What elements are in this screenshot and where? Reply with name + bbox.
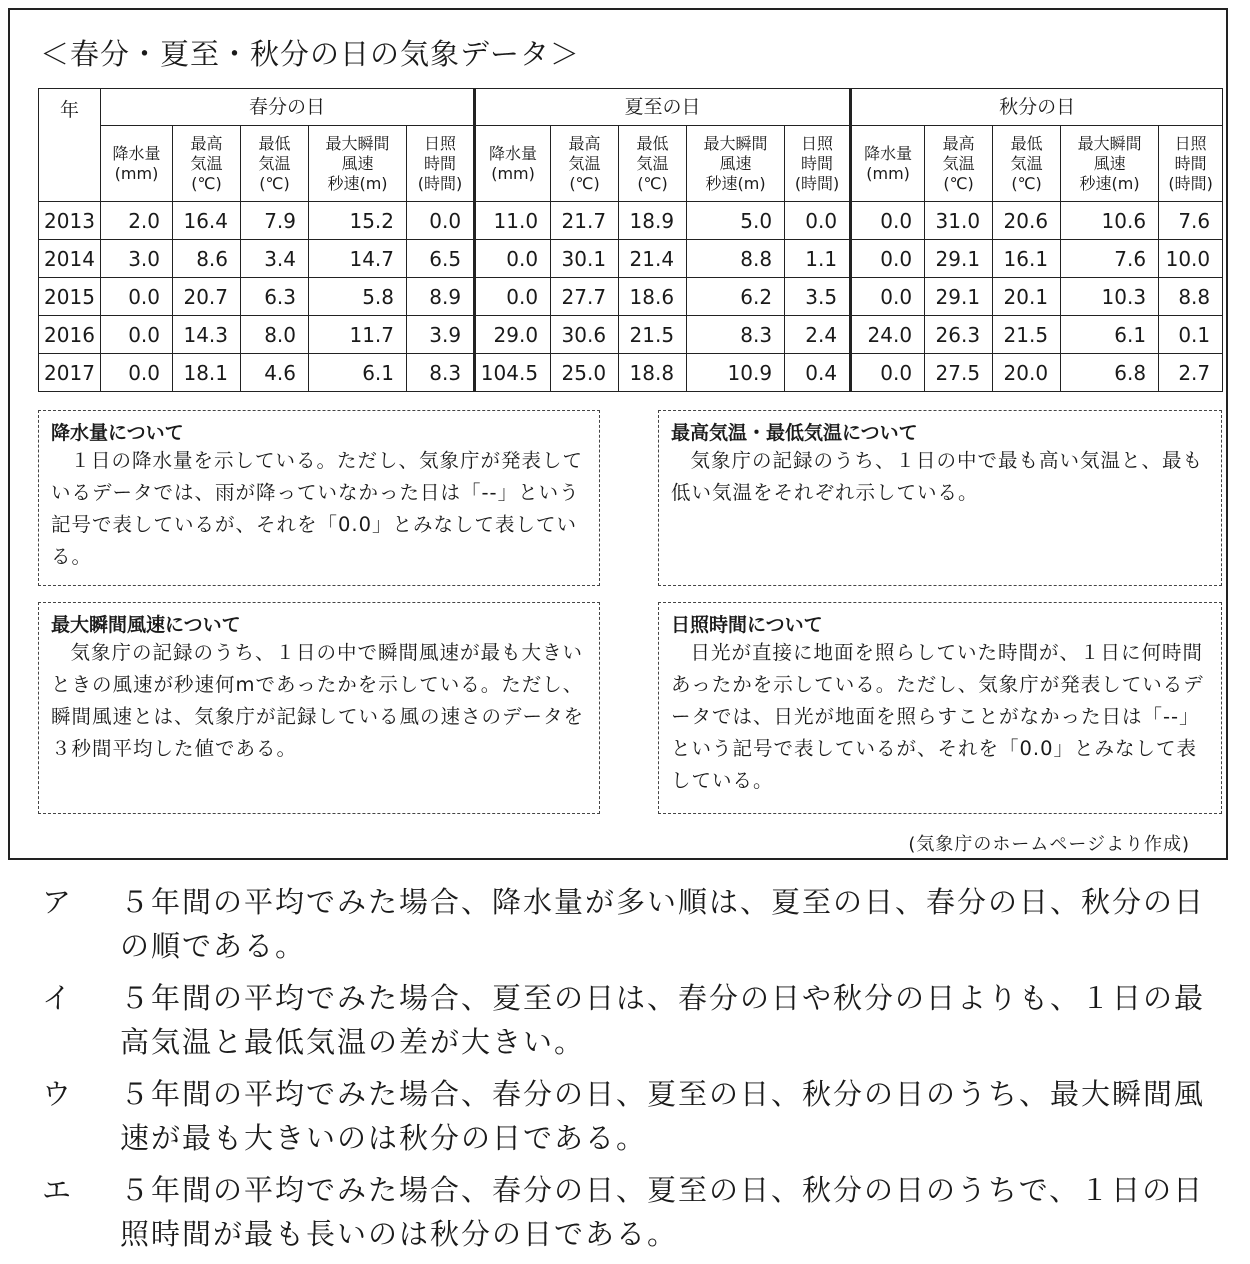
value-cell: 24.0 (851, 316, 925, 354)
column-header-line: (時間) (794, 173, 840, 193)
value-cell: 3.4 (241, 240, 309, 278)
column-header (1159, 126, 1223, 202)
column-header (173, 126, 241, 202)
column-header-line: 最大瞬間 (1077, 133, 1142, 153)
value-cell: 18.8 (619, 354, 687, 392)
value-cell: 18.9 (619, 202, 687, 240)
value-cell: 6.5 (407, 240, 475, 278)
choice-i-mark: イ (42, 981, 74, 1015)
column-header-line: 気温 (942, 153, 975, 173)
page-title: ＜春分・夏至・秋分の日の気象データ＞ (40, 37, 581, 71)
column-header-line: (mm) (866, 163, 910, 183)
column-header-line: 最低 (636, 133, 669, 153)
choice-e[interactable] (42, 1168, 1232, 1256)
value-cell: 6.3 (241, 278, 309, 316)
value-cell: 0.0 (407, 202, 475, 240)
column-header-line: 日照 (1174, 133, 1207, 153)
column-header-line: (℃) (569, 173, 600, 193)
column-header-line: 気温 (636, 153, 669, 173)
source-citation: (気象庁のホームページより作成) (908, 834, 1190, 855)
value-cell: 6.8 (1061, 354, 1159, 392)
table-group-header-row (39, 89, 1223, 126)
column-header (687, 126, 785, 202)
value-cell: 104.5 (475, 354, 551, 392)
value-cell: 0.4 (785, 354, 851, 392)
year-cell: 2017 (39, 354, 101, 392)
column-header-line: 降水量 (489, 143, 538, 163)
value-cell: 8.0 (241, 316, 309, 354)
value-cell: 15.2 (309, 202, 407, 240)
value-cell: 30.1 (551, 240, 619, 278)
note-gust-body: 気象庁の記録のうち、１日の中で瞬間風速が最も大きいときの風速が秒速何mであったかを示している。ただし、瞬間風速とは、気象庁が記録している風の速さのデータを３秒間平均した値である。 (51, 641, 585, 760)
column-header-line: 降水量 (112, 143, 161, 163)
table-row (39, 278, 1223, 316)
choice-u[interactable] (42, 1072, 1232, 1160)
column-header-line: 降水量 (864, 143, 913, 163)
column-header-line: (℃) (943, 173, 974, 193)
value-cell: 16.1 (993, 240, 1061, 278)
value-cell: 29.1 (925, 278, 993, 316)
value-cell: 2.0 (101, 202, 173, 240)
value-cell: 21.4 (619, 240, 687, 278)
value-cell: 14.3 (173, 316, 241, 354)
value-cell: 1.1 (785, 240, 851, 278)
value-cell: 8.9 (407, 278, 475, 316)
value-cell: 0.0 (101, 354, 173, 392)
choice-i[interactable] (42, 976, 1232, 1064)
value-cell: 3.9 (407, 316, 475, 354)
note-sunshine (658, 602, 1222, 814)
column-header-line: 時間 (801, 153, 834, 173)
note-sunshine-heading: 日照時間について (671, 614, 823, 636)
column-header-line: 最低 (1010, 133, 1043, 153)
value-cell: 20.1 (993, 278, 1061, 316)
value-cell: 16.4 (173, 202, 241, 240)
note-temperature-heading: 最高気温・最低気温について (671, 422, 918, 444)
column-header-line: 気温 (258, 153, 291, 173)
column-header-line: (℃) (191, 173, 222, 193)
column-header-line: 最高 (190, 133, 223, 153)
value-cell: 21.7 (551, 202, 619, 240)
column-header-line: (℃) (259, 173, 290, 193)
year-cell: 2014 (39, 240, 101, 278)
value-cell: 0.0 (851, 354, 925, 392)
note-precipitation (38, 410, 600, 586)
value-cell: 6.1 (309, 354, 407, 392)
choice-a-text: ５年間の平均でみた場合、降水量が多い順は、夏至の日、春分の日、秋分の日の順である。 (120, 885, 1206, 963)
value-cell: 0.0 (785, 202, 851, 240)
column-header-line: 秒速(m) (705, 173, 766, 193)
value-cell: 10.6 (1061, 202, 1159, 240)
answer-choices (42, 880, 1232, 1264)
value-cell: 20.0 (993, 354, 1061, 392)
column-header-line: (℃) (1011, 173, 1042, 193)
value-cell: 8.6 (173, 240, 241, 278)
value-cell: 4.6 (241, 354, 309, 392)
table-body (39, 202, 1223, 392)
column-header-line: 最低 (258, 133, 291, 153)
column-header-line: 秒速(m) (327, 173, 388, 193)
value-cell: 7.6 (1159, 202, 1223, 240)
column-header (1061, 126, 1159, 202)
value-cell: 6.1 (1061, 316, 1159, 354)
choice-u-mark: ウ (42, 1077, 74, 1111)
value-cell: 10.0 (1159, 240, 1223, 278)
table-row (39, 240, 1223, 278)
value-cell: 8.3 (407, 354, 475, 392)
value-cell: 27.7 (551, 278, 619, 316)
choice-a[interactable] (42, 880, 1232, 968)
value-cell: 26.3 (925, 316, 993, 354)
column-header-line: (時間) (1168, 173, 1213, 193)
value-cell: 11.0 (475, 202, 551, 240)
group-header-spring: 春分の日 (101, 89, 475, 126)
column-header (619, 126, 687, 202)
note-temperature-body: 気象庁の記録のうち、１日の中で最も高い気温と、最も低い気温をそれぞれ示している。 (671, 449, 1204, 504)
column-header-line: 風速 (341, 153, 374, 173)
value-cell: 18.1 (173, 354, 241, 392)
value-cell: 10.3 (1061, 278, 1159, 316)
note-temperature (658, 410, 1222, 586)
column-header (851, 126, 925, 202)
value-cell: 2.4 (785, 316, 851, 354)
column-header-line: 風速 (1093, 153, 1126, 173)
table-row (39, 202, 1223, 240)
note-precipitation-heading: 降水量について (51, 422, 184, 444)
note-gust-heading: 最大瞬間風速について (51, 614, 241, 636)
choice-i-text: ５年間の平均でみた場合、夏至の日は、春分の日や秋分の日よりも、１日の最高気温と最低気温の差が大きい。 (120, 981, 1206, 1059)
column-header-line: (時間) (417, 173, 463, 193)
column-header-line: (mm) (491, 163, 535, 183)
value-cell: 0.0 (851, 240, 925, 278)
value-cell: 6.2 (687, 278, 785, 316)
column-header-line: 最高 (568, 133, 601, 153)
value-cell: 30.6 (551, 316, 619, 354)
column-header (551, 126, 619, 202)
column-header (407, 126, 475, 202)
column-header (241, 126, 309, 202)
value-cell: 25.0 (551, 354, 619, 392)
value-cell: 8.8 (687, 240, 785, 278)
choice-u-text: ５年間の平均でみた場合、春分の日、夏至の日、秋分の日のうち、最大瞬間風速が最も大きいのは秋分の日である。 (120, 1077, 1206, 1155)
column-header-line: 気温 (1010, 153, 1043, 173)
value-cell: 0.0 (475, 240, 551, 278)
year-cell: 2013 (39, 202, 101, 240)
value-cell: 21.5 (619, 316, 687, 354)
column-header-line: 時間 (424, 153, 457, 173)
value-cell: 10.9 (687, 354, 785, 392)
column-header-line: (℃) (637, 173, 668, 193)
value-cell: 0.1 (1159, 316, 1223, 354)
table-subheader-row (39, 126, 1223, 202)
column-header-line: 気温 (568, 153, 601, 173)
group-header-summer: 夏至の日 (475, 89, 851, 126)
note-gust (38, 602, 600, 814)
value-cell: 0.0 (475, 278, 551, 316)
table-row (39, 316, 1223, 354)
value-cell: 27.5 (925, 354, 993, 392)
value-cell: 29.1 (925, 240, 993, 278)
value-cell: 0.0 (851, 278, 925, 316)
year-cell: 2015 (39, 278, 101, 316)
value-cell: 18.6 (619, 278, 687, 316)
note-precipitation-body: １日の降水量を示している。ただし、気象庁が発表しているデータでは、雨が降っていなかった日は「--」という記号で表しているが、それを「0.0」とみなして表している。 (51, 449, 584, 568)
column-header-line: 気温 (190, 153, 223, 173)
column-header (993, 126, 1061, 202)
column-header (785, 126, 851, 202)
column-header-line: 最大瞬間 (703, 133, 768, 153)
value-cell: 20.7 (173, 278, 241, 316)
value-cell: 7.9 (241, 202, 309, 240)
value-cell: 3.0 (101, 240, 173, 278)
year-cell: 2016 (39, 316, 101, 354)
table-row (39, 354, 1223, 392)
value-cell: 0.0 (851, 202, 925, 240)
column-header-line: 最大瞬間 (325, 133, 390, 153)
column-header (309, 126, 407, 202)
column-header-line: (mm) (114, 163, 159, 183)
column-header-line: 時間 (1174, 153, 1207, 173)
note-sunshine-body: 日光が直接に地面を照らしていた時間が、１日に何時間あったかを示している。ただし、気象庁が発表しているデータでは、日光が地面を照らすことがなかった日は「--」という記号で表しているが、それを「0.0」とみなして表している。 (671, 641, 1204, 792)
choice-a-mark: ア (42, 885, 74, 919)
value-cell: 0.0 (101, 278, 173, 316)
value-cell: 14.7 (309, 240, 407, 278)
value-cell: 0.0 (101, 316, 173, 354)
value-cell: 3.5 (785, 278, 851, 316)
column-header (475, 126, 551, 202)
value-cell: 11.7 (309, 316, 407, 354)
group-header-autumn: 秋分の日 (851, 89, 1223, 126)
column-header (925, 126, 993, 202)
value-cell: 31.0 (925, 202, 993, 240)
choice-e-mark: エ (42, 1173, 74, 1207)
year-header: 年 (39, 89, 101, 202)
value-cell: 7.6 (1061, 240, 1159, 278)
value-cell: 20.6 (993, 202, 1061, 240)
column-header-line: 日照 (424, 133, 457, 153)
column-header-line: 秒速(m) (1079, 173, 1140, 193)
weather-table (38, 88, 1223, 392)
value-cell: 21.5 (993, 316, 1061, 354)
column-header-line: 最高 (942, 133, 975, 153)
data-panel (8, 8, 1228, 860)
value-cell: 29.0 (475, 316, 551, 354)
value-cell: 8.3 (687, 316, 785, 354)
value-cell: 2.7 (1159, 354, 1223, 392)
column-header-line: 日照 (801, 133, 834, 153)
column-header (101, 126, 173, 202)
column-header-line: 風速 (719, 153, 752, 173)
value-cell: 5.8 (309, 278, 407, 316)
value-cell: 5.0 (687, 202, 785, 240)
choice-e-text: ５年間の平均でみた場合、春分の日、夏至の日、秋分の日のうちで、１日の日照時間が最も長いのは秋分の日である。 (120, 1173, 1205, 1251)
value-cell: 8.8 (1159, 278, 1223, 316)
